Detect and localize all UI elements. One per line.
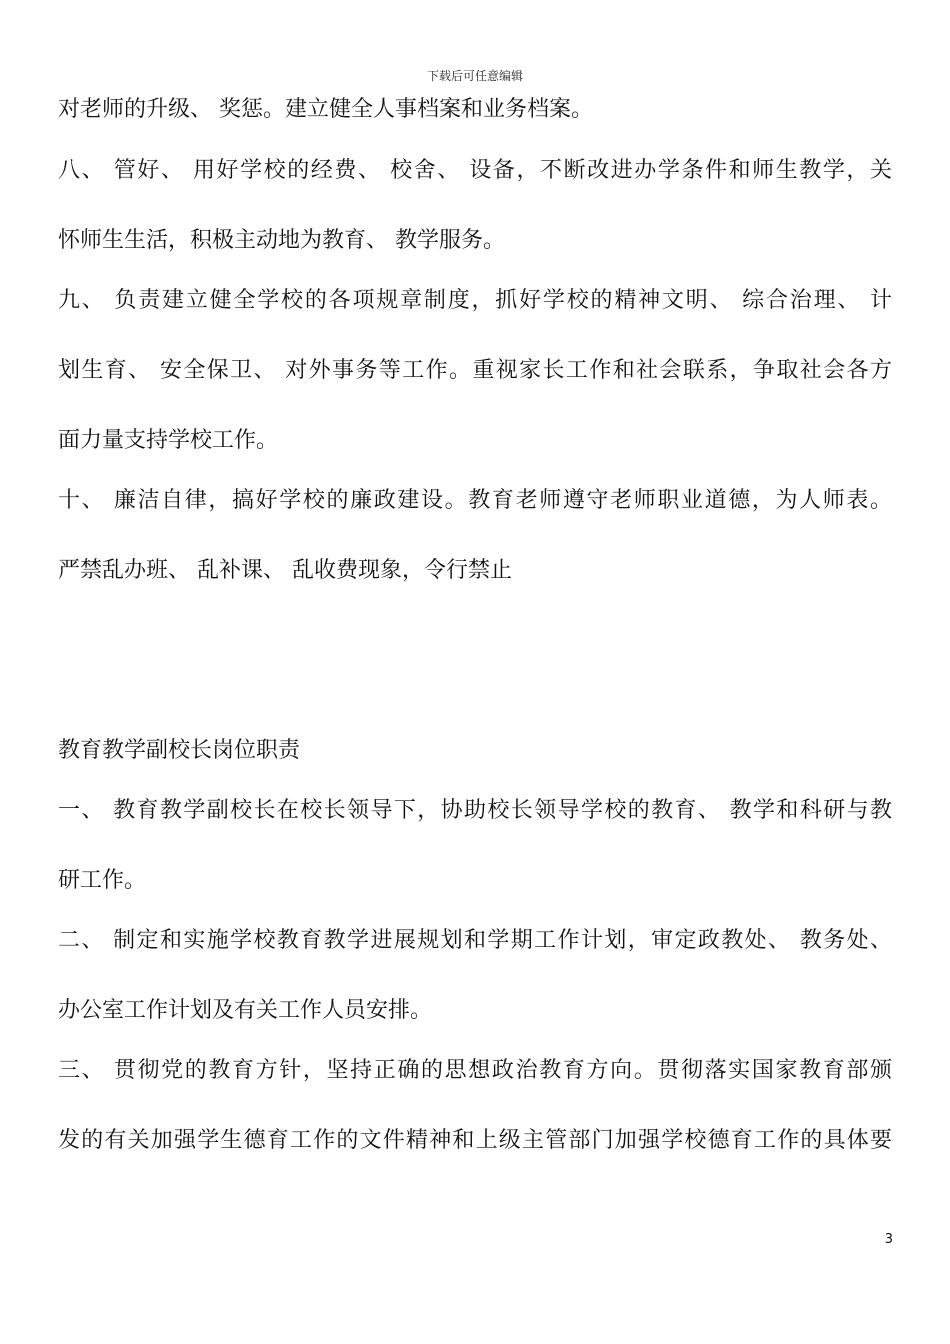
text-line-3: 怀师生生活，积极主动地为教育、 教学服务。 — [58, 228, 505, 253]
download-note: 下载后可任意编辑 — [426, 69, 523, 83]
section-title: 教育教学副校长岗位职责 — [58, 738, 301, 763]
page-number: 3 — [884, 1232, 893, 1247]
text-line-1: 对老师的升级、 奖惩。建立健全人事档案和业务档案。 — [58, 97, 593, 122]
text-line-7: 十、 廉洁自律，搞好学校的廉政建设。教育老师遵守老师职业道德，为人师表。 — [58, 488, 892, 513]
text-line-2: 八、 管好、 用好学校的经费、 校舍、 设备，不断改进办学条件和师生教学，关 — [58, 158, 892, 183]
text-line-14: 发的有关加强学生德育工作的文件精神和上级主管部门加强学校德育工作的具体要 — [58, 1128, 892, 1153]
text-line-12: 办公室工作计划及有关工作人员安排。 — [58, 998, 433, 1023]
text-line-6: 面力量支持学校工作。 — [58, 428, 279, 453]
text-line-10: 研工作。 — [58, 868, 147, 893]
text-line-11: 二、 制定和实施学校教育教学进展规划和学期工作计划，审定政教处、 教务处、 — [58, 928, 892, 953]
text-line-9: 一、 教育教学副校长在校长领导下，协助校长领导学校的教育、 教学和科研与教 — [58, 798, 892, 823]
text-line-5: 划生育、 安全保卫、 对外事务等工作。重视家长工作和社会联系，争取社会各方 — [58, 358, 892, 383]
text-line-8: 严禁乱办班、 乱补课、 乱收费现象，令行禁止 — [58, 558, 512, 583]
text-line-13: 三、 贯彻党的教育方针，坚持正确的思想政治教育方向。贯彻落实国家教育部颁 — [58, 1058, 892, 1083]
text-line-4: 九、 负责建立健全学校的各项规章制度，抓好学校的精神文明、 综合治理、 计 — [58, 288, 892, 313]
